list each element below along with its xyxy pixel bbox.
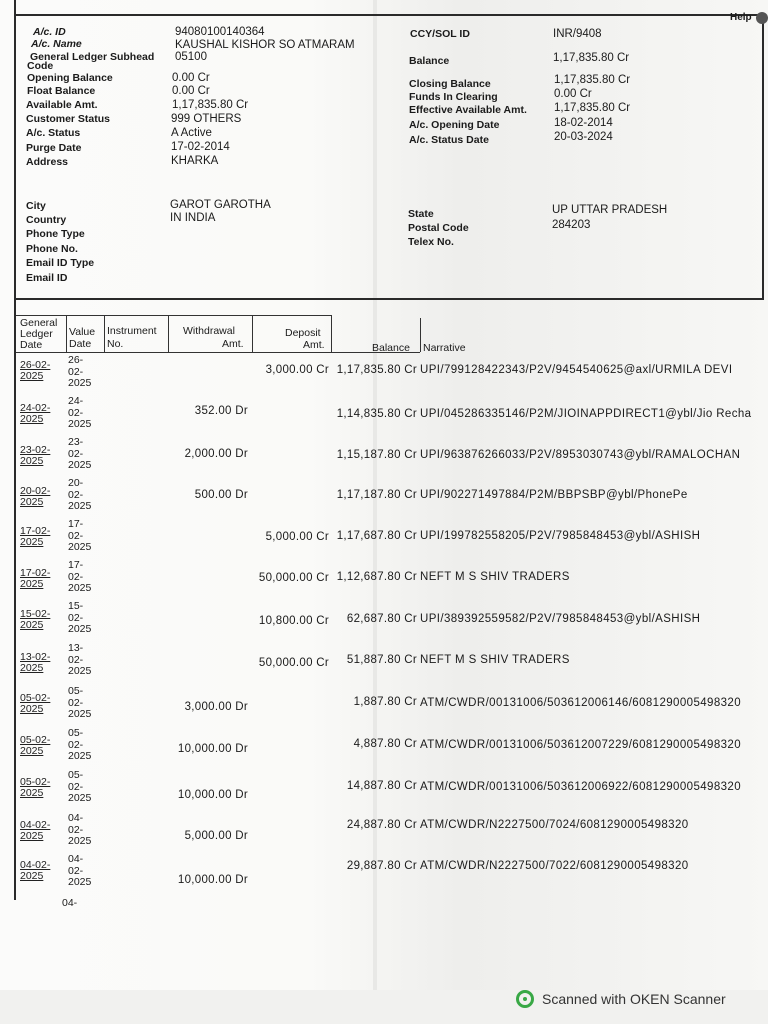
- country-value: IN INDIA: [170, 212, 216, 224]
- table-row: [0, 854, 768, 895]
- withdrawal-header-1: Withdrawal: [183, 325, 235, 337]
- deposit-amount: 10,800.00 Cr: [258, 615, 329, 627]
- float-balance-label: Float Balance: [27, 85, 96, 97]
- ac-name-label: A/c. Name: [31, 38, 82, 50]
- deposit-amount: 3,000.00 Cr: [265, 364, 329, 376]
- gl-subhead-label-code: Code: [27, 60, 54, 72]
- gl-date: 04-02- 2025: [20, 859, 51, 882]
- available-amt-label: Available Amt.: [26, 99, 98, 111]
- closing-balance-label: Closing Balance: [409, 78, 491, 90]
- value-date-header-2: Date: [69, 338, 92, 350]
- postal-code-value: 284203: [552, 219, 591, 231]
- gl-date: 15-02- 2025: [20, 608, 51, 631]
- phone-no-label: Phone No.: [26, 243, 78, 255]
- country-label: Country: [26, 214, 67, 226]
- table-row: [0, 728, 768, 769]
- balance-amount: 1,14,835.80 Cr: [336, 408, 417, 420]
- purge-date-value: 17-02-2014: [171, 141, 230, 153]
- value-date: 04- 02- 2025: [68, 853, 92, 888]
- address-value: KHARKA: [171, 155, 219, 167]
- city-value: GAROT GAROTHA: [170, 199, 271, 211]
- value-date: 20- 02- 2025: [68, 477, 92, 512]
- value-date: 04- 02- 2025: [68, 812, 92, 847]
- gl-date: 24-02- 2025: [20, 402, 51, 425]
- purge-date-label: Purge Date: [26, 142, 82, 154]
- table-row: [0, 686, 768, 727]
- withdrawal-amount: 500.00 Dr: [194, 489, 248, 501]
- postal-code-label: Postal Code: [408, 222, 469, 234]
- table-row: [0, 437, 768, 478]
- balance-amount: 51,887.80 Cr: [346, 654, 417, 666]
- gl-subhead-value: 05100: [175, 51, 207, 63]
- ac-status-value: A Active: [171, 127, 212, 139]
- value-date: 05- 02- 2025: [68, 769, 92, 804]
- ac-name-value: KAUSHAL KISHOR SO ATMARAM: [175, 39, 355, 51]
- withdrawal-amount: 10,000.00 Dr: [177, 743, 248, 755]
- email-id-label: Email ID: [26, 272, 68, 284]
- balance-amount: 1,15,187.80 Cr: [336, 449, 417, 461]
- balance-amount: 29,887.80 Cr: [346, 860, 417, 872]
- city-label: City: [26, 200, 46, 212]
- balance-amount: 1,12,687.80 Cr: [336, 571, 417, 583]
- table-row: [0, 519, 768, 560]
- help-icon[interactable]: [756, 12, 768, 24]
- phone-type-label: Phone Type: [26, 228, 85, 240]
- gl-date: 20-02- 2025: [20, 485, 51, 508]
- frame-border-top: [14, 14, 764, 16]
- withdrawal-header-2: Amt.: [222, 338, 244, 350]
- frame-border-right: [762, 14, 764, 299]
- narrative: UPI/199782558205/P2V/7985848453@ybl/ASHISH: [420, 530, 701, 542]
- help-link[interactable]: Help: [730, 12, 752, 23]
- withdrawal-amount: 10,000.00 Dr: [177, 874, 248, 886]
- ac-status-date-value: 20-03-2024: [554, 131, 613, 143]
- value-date: 05- 02- 2025: [68, 685, 92, 720]
- value-date-header-1: Value: [69, 326, 96, 338]
- balance-amount: 62,687.80 Cr: [346, 613, 417, 625]
- state-label: State: [408, 208, 434, 220]
- narrative: ATM/CWDR/00131006/503612006146/6081290005498320: [420, 697, 742, 709]
- gl-date: 05-02- 2025: [20, 692, 51, 715]
- narrative: ATM/CWDR/N2227500/7022/6081290005498320: [420, 860, 689, 872]
- deposit-header-1: Deposit: [285, 327, 321, 339]
- ac-opening-date-label: A/c. Opening Date: [409, 119, 500, 131]
- balance-amount: 1,887.80 Cr: [353, 696, 417, 708]
- available-amt-value: 1,17,835.80 Cr: [172, 99, 249, 111]
- address-label: Address: [26, 156, 69, 168]
- ccy-sol-label: CCY/SOL ID: [410, 28, 470, 40]
- narrative: UPI/045286335146/P2M/JIOINAPPDIRECT1@ybl/Jio Recha: [420, 408, 752, 420]
- effective-available-value: 1,17,835.80 Cr: [554, 102, 631, 114]
- balance-amount: 1,17,187.80 Cr: [336, 489, 417, 501]
- info-section-divider: [14, 298, 764, 300]
- gl-date: 13-02- 2025: [20, 651, 51, 674]
- narrative-header: Narrative: [423, 342, 466, 354]
- closing-balance-value: 1,17,835.80 Cr: [554, 74, 631, 86]
- customer-status-label: Customer Status: [26, 113, 111, 125]
- narrative: ATM/CWDR/N2227500/7024/6081290005498320: [420, 819, 689, 831]
- gl-date: 26-02- 2025: [20, 359, 51, 382]
- email-id-type-label: Email ID Type: [26, 257, 95, 269]
- withdrawal-amount: 5,000.00 Dr: [184, 830, 248, 842]
- narrative: UPI/902271497884/P2M/BBPSBP@ybl/PhonePe: [420, 489, 688, 501]
- telex-no-label: Telex No.: [408, 236, 454, 248]
- balance-amount: 1,17,835.80 Cr: [336, 364, 417, 376]
- value-date: 05- 02- 2025: [68, 727, 92, 762]
- table-row: [0, 478, 768, 519]
- withdrawal-amount: 352.00 Dr: [194, 405, 248, 417]
- narrative: UPI/389392559582/P2V/7985848453@ybl/ASHISH: [420, 613, 701, 625]
- balance-label: Balance: [409, 55, 450, 67]
- narrative: NEFT M S SHIV TRADERS: [420, 654, 570, 666]
- gl-date: 17-02- 2025: [20, 525, 51, 548]
- value-date: 17- 02- 2025: [68, 559, 92, 594]
- scanner-watermark: [516, 990, 726, 1008]
- deposit-header-2: Amt.: [303, 339, 325, 351]
- table-row: [0, 601, 768, 642]
- gl-date-header-2: Ledger: [20, 328, 53, 340]
- opening-balance-label: Opening Balance: [27, 72, 113, 84]
- funds-clearing-label: Funds In Clearing: [409, 91, 498, 103]
- balance-amount: 14,887.80 Cr: [346, 780, 417, 792]
- balance-header: Balance: [372, 342, 410, 354]
- value-date: 23- 02- 2025: [68, 436, 92, 471]
- table-row: [0, 396, 768, 437]
- funds-clearing-value: 0.00 Cr: [554, 88, 592, 100]
- balance-value: 1,17,835.80 Cr: [553, 52, 630, 64]
- ccy-sol-value: INR/9408: [553, 28, 602, 40]
- narrative: UPI/799128422343/P2V/9454540625@axl/URMILA DEVI: [420, 364, 733, 376]
- ac-id-label: A/c. ID: [33, 26, 66, 38]
- gl-date: 05-02- 2025: [20, 734, 51, 757]
- scanner-text: Scanned with OKEN Scanner: [542, 991, 726, 1007]
- narrative: UPI/963876266033/P2V/8953030743@ybl/RAMALOCHAN: [420, 449, 741, 461]
- table-row: [0, 560, 768, 601]
- withdrawal-amount: 3,000.00 Dr: [184, 701, 248, 713]
- balance-amount: 4,887.80 Cr: [353, 738, 417, 750]
- float-balance-value: 0.00 Cr: [172, 85, 210, 97]
- gl-subhead-label: General Ledger Subhead: [30, 51, 155, 63]
- scanner-logo-icon: [516, 990, 534, 1008]
- balance-amount: 1,17,687.80 Cr: [336, 530, 417, 542]
- deposit-amount: 5,000.00 Cr: [265, 531, 329, 543]
- table-row: [0, 643, 768, 684]
- deposit-amount: 50,000.00 Cr: [258, 657, 329, 669]
- ac-id-value: 94080100140364: [175, 26, 265, 38]
- withdrawal-amount: 10,000.00 Dr: [177, 789, 248, 801]
- table-row: [0, 355, 768, 396]
- value-date: 24- 02- 2025: [68, 395, 92, 430]
- gl-date: 04-02- 2025: [20, 819, 51, 842]
- gl-date: 05-02- 2025: [20, 776, 51, 799]
- effective-available-label: Effective Available Amt.: [409, 104, 527, 116]
- ac-status-label: A/c. Status: [26, 127, 81, 139]
- ac-opening-date-value: 18-02-2014: [554, 117, 613, 129]
- state-value: UP UTTAR PRADESH: [552, 204, 668, 216]
- gl-date: 17-02- 2025: [20, 567, 51, 590]
- truncated-next-row: 04-: [62, 898, 78, 906]
- table-row: [0, 770, 768, 811]
- gl-date-header-3: Date: [20, 339, 43, 351]
- narrative: ATM/CWDR/00131006/503612006922/6081290005498320: [420, 781, 742, 793]
- balance-amount: 24,887.80 Cr: [346, 819, 417, 831]
- opening-balance-value: 0.00 Cr: [172, 72, 210, 84]
- customer-status-value: 999 OTHERS: [171, 113, 242, 125]
- deposit-amount: 50,000.00 Cr: [258, 572, 329, 584]
- table-row: [0, 813, 768, 854]
- value-date: 13- 02- 2025: [68, 642, 92, 677]
- ac-status-date-label: A/c. Status Date: [409, 134, 489, 146]
- gl-date-header-1: General: [20, 317, 58, 329]
- narrative: ATM/CWDR/00131006/503612007229/6081290005498320: [420, 739, 742, 751]
- value-date: 17- 02- 2025: [68, 518, 92, 553]
- value-date: 15- 02- 2025: [68, 600, 92, 635]
- gl-date: 23-02- 2025: [20, 444, 51, 467]
- instrument-header-1: Instrument: [107, 325, 157, 337]
- narrative: NEFT M S SHIV TRADERS: [420, 571, 570, 583]
- value-date: 26- 02- 2025: [68, 354, 92, 389]
- withdrawal-amount: 2,000.00 Dr: [184, 448, 248, 460]
- instrument-header-2: No.: [107, 338, 124, 350]
